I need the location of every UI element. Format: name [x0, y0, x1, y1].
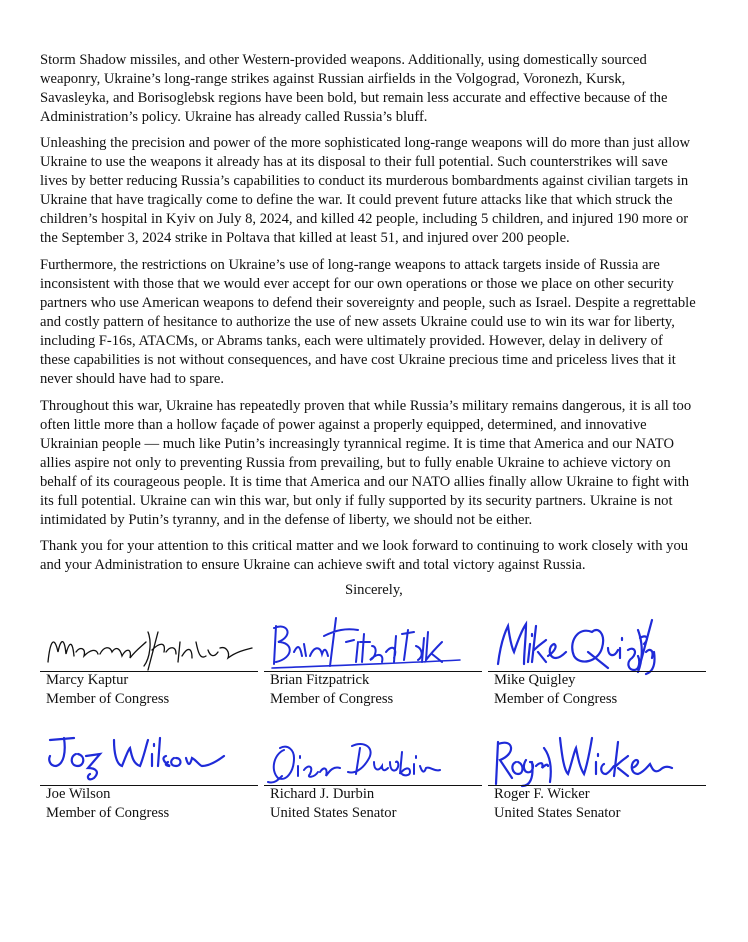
signer-title: Member of Congress: [46, 691, 170, 707]
signer-name: Marcy Kaptur: [46, 672, 129, 688]
signer-name: Brian Fitzpatrick: [270, 672, 370, 688]
body-paragraph: [40, 134, 712, 248]
body-paragraph: [40, 256, 712, 389]
text-line: weaponry, Ukraine’s long-range strikes against Russian airfields in the Volgograd, Voronezh, Kursk,: [40, 71, 626, 87]
text-line: Ukrainian people — much like Putin’s increasingly tyrannical regime. It is time that America and our NATO: [40, 436, 674, 452]
text-line: Administration’s policy. Ukraine has already called Russia’s bluff.: [40, 109, 428, 125]
text-line: lives by better reducing Russia’s capabilities to conduct its murderous bombardments against civilian targets in: [40, 173, 689, 189]
handwritten-signature: [488, 612, 708, 672]
text-line: and costly pattern of hesitance to authorize the use of new assets Ukraine could use to win its war for liberty,: [40, 314, 675, 330]
text-line: allies aspire not only to preventing Russia from prevailing, but to fully enable Ukraine to achieve victory on: [40, 455, 671, 471]
signer-name: Joe Wilson: [46, 786, 111, 802]
signature-block: [40, 612, 260, 712]
signer-name: Richard J. Durbin: [270, 786, 375, 802]
handwritten-signature: [488, 726, 708, 786]
text-line: Furthermore, the restrictions on Ukraine’s use of long-range weapons to attack targets inside of Russia are: [40, 257, 660, 273]
text-line: never should have had to spare.: [40, 371, 224, 387]
text-line: Savasleyka, and Borisoglebsk regions have been bold, but remain less accurate and effective because of the: [40, 90, 668, 106]
text-line: intimidated by Putin’s tyranny, and in the defense of liberty, we should not be either.: [40, 512, 533, 528]
signer-title: United States Senator: [270, 805, 397, 821]
text-line: partners who use American weapons to defend their sovereignty and people, such as Israel. Despite a regrettable: [40, 295, 696, 311]
signer-name: Roger F. Wicker: [494, 786, 590, 802]
text-line: Thank you for your attention to this critical matter and we look forward to continuing to work closely with you: [40, 538, 689, 554]
text-line: children’s hospital in Kyiv on July 8, 2024, and killed 42 people, including 5 children, and injured 190 more or: [40, 211, 689, 227]
text-line: Ukraine that have tragically come to define the war. It could prevent future attacks like that which struck the: [40, 192, 673, 208]
text-line: Unleashing the precision and power of the more sophisticated long-range weapons will do more than just allow: [40, 135, 691, 151]
text-line: Ukraine to use the weapons it already has at its disposal to their full potential. Such counterstrikes will save: [40, 154, 668, 170]
signature-block: [264, 726, 484, 826]
text-line: Storm Shadow missiles, and other Western-provided weapons. Additionally, using domestically sourced: [40, 52, 647, 68]
handwritten-signature: [264, 726, 484, 786]
text-line: often little more than a hollow façade of power against a properly equipped, determined, and innovative: [40, 417, 647, 433]
text-line: the September 3, 2024 strike in Poltava that killed at least 51, and injured over 200 people.: [40, 230, 570, 246]
signature-block: [488, 612, 708, 712]
body-paragraph: [40, 397, 712, 530]
text-line: its full potential. Ukraine can win this war, but only if fully supported by its security partners. Ukraine is not: [40, 493, 673, 509]
signer-title: United States Senator: [494, 805, 621, 821]
text-line: including F-16s, ATACMs, or Abrams tanks, each were ultimately provided. However, delay in delivery of: [40, 333, 663, 349]
body-paragraph: [40, 537, 712, 575]
handwritten-signature: [40, 612, 260, 672]
signature-block: [40, 726, 260, 826]
signature-block: [488, 726, 708, 826]
text-line: and your Administration to ensure Ukraine can achieve swift and total victory against Russia.: [40, 557, 586, 573]
body-paragraph: [40, 51, 712, 127]
handwritten-signature: [264, 612, 484, 672]
closing-salutation: Sincerely,: [345, 582, 403, 598]
text-line: Throughout this war, Ukraine has repeatedly proven that while Russia’s military remains dangerous, it is all too: [40, 398, 692, 414]
handwritten-signature: [40, 726, 260, 786]
signature-block: [264, 612, 484, 712]
signer-title: Member of Congress: [46, 805, 170, 821]
text-line: behalf of its courageous people. It is time that America and our NATO allies finally allow Ukraine to fight with: [40, 474, 689, 490]
signer-title: Member of Congress: [494, 691, 618, 707]
text-line: these capabilities is not without consequences, and have cost Ukraine precious time and priceless lives that it: [40, 352, 676, 368]
signer-title: Member of Congress: [270, 691, 394, 707]
text-line: inconsistent with those that we would ever accept for our own operations or those we place on other security: [40, 276, 674, 292]
signer-name: Mike Quigley: [494, 672, 576, 688]
